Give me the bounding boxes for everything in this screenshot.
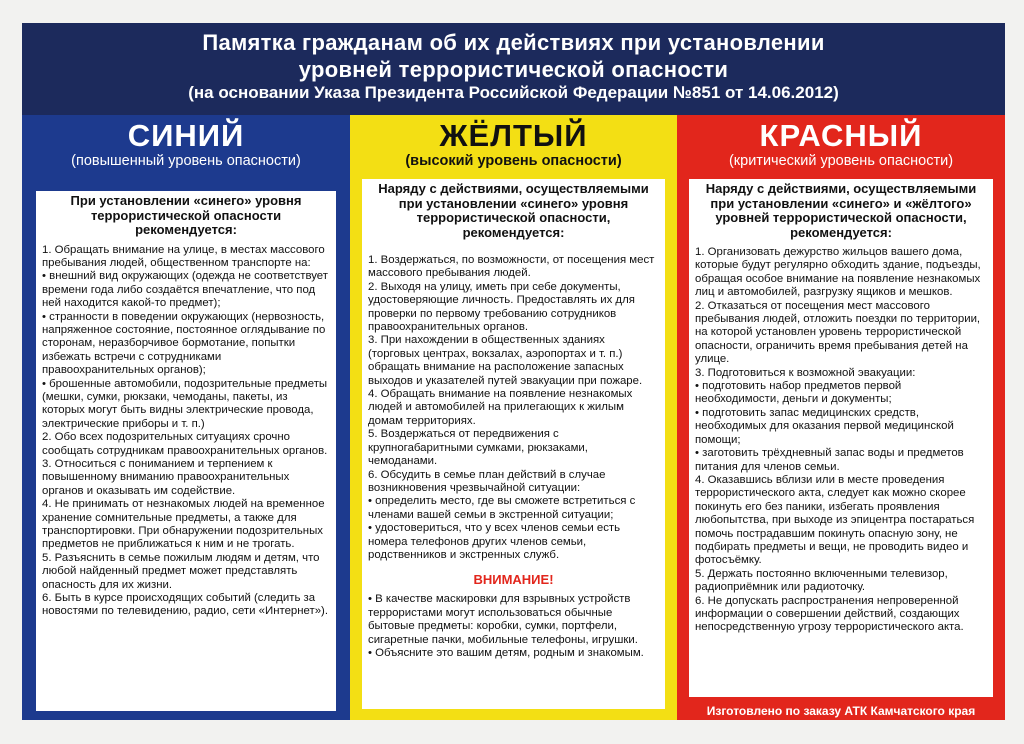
red-level-name: КРАСНЫЙ [759,118,923,153]
list-item: • внешний вид окружающих (одежда не соответствует времени года либо создаётся впечатление, что под ней находится какой-то предмет); [42,270,328,310]
list-item: 2. Обо всех подозрительных ситуациях срочно сообщать сотрудникам правоохранительных органов. [42,431,328,457]
list-item: 3. При нахождении в общественных зданиях (торговых центрах, вокзалах, аэропортах и т. п.) обращать внимание на расположение запасных выходов и указателей путей эвакуации при пожаре. [368,334,643,387]
red-level-subtitle: (критический уровень опасности) [728,153,954,169]
list-item: 4. Обращать внимание на появление незнакомых людей и автомобилей на прилегающих к жилым домам территориях. [368,388,633,427]
yellow-recommendations [362,179,665,709]
list-item: • брошенные автомобили, подозрительные предметы (мешки, сумки, рюкзаки, чемоданы, пакеты, из которых могут быть видны электрические провода, электрические приборы и т. п.) [42,377,328,430]
title-line-2: уровней террористической опасности [298,57,729,82]
yellow-level-name: ЖЁЛТЫЙ [439,118,588,153]
list-item: 2. Отказаться от посещения мест массового пребывания людей, отложить поездки по территории, на которой установлен уровень террористической опасности, ограничить время пребывания детей на улице. [695,299,981,366]
poster-header [22,23,1005,115]
list-item: • подготовить набор предметов первой необходимости, деньги и документы; [695,380,902,406]
list-item: 6. Быть в курсе происходящих событий (следить за новостями по телевидению, радио, сети «Интернет»). [42,592,329,618]
producer-credit: Изготовлено по заказу АТК Камчатского края [706,704,976,718]
list-item: 6. Обсудить в семье план действий в случае возникновения чрезвычайной ситуации: [368,468,606,494]
blue-level-subtitle: (повышенный уровень опасности) [71,153,301,169]
red-recommendations [689,179,993,697]
blue-items [42,244,330,619]
red-level-column [677,115,1005,720]
list-item: 5. Держать постоянно включенными телевизор, радиоприёмник или радиоточку. [695,567,948,594]
list-item: • заготовить трёхдневный запас воды и предметов питания для членов семьи. [695,447,964,473]
list-item: • странности в поведении окружающих (нервозность, напряженное состояние, постоянное оглядывание по сторонам, неразборчивое бормотание, попытки избежать встречи с сотрудниками правоохранительных органов); [42,310,326,377]
list-item: • определить место, где вы сможете встретиться с членами вашей семьи в экстренной ситуации; [368,495,636,521]
list-item: • В качестве маскировки для взрывных устройств террористами могут использоваться обычные бытовые предметы: коробки, сумки, портфели, сигаретные пачки, мобильные телефоны, игрушки. [368,593,638,646]
list-item: 5. Разъяснить в семье пожилым людям и детям, что любой найденный предмет может представлять опасность для их жизни. [42,551,320,591]
poster [22,23,1005,720]
list-item: • подготовить запас медицинских средств, необходимых для оказания первой медицинской помощи; [695,406,954,446]
list-item: 4. Оказавшись вблизи или в месте проведения террористического акта, следует как можно скорее покинуть его без паники, избегать проявления любопытства, при выходе из эпицентра постараться помочь пострадавшим покинуть опасную зону, не подбирать предметы и вещи, не проводить видео и фотосъёмку. [695,473,975,567]
list-item: 3. Относиться с пониманием и терпением к повышенному вниманию правоохранительных органов и оказывать им содействие. [42,458,290,497]
list-item: 3. Подготовиться к возможной эвакуации: [695,366,916,379]
list-item: 5. Воздержаться от передвижения с крупногабаритными сумками, рюкзаками, чемоданами. [368,428,588,468]
list-item: • Объясните это вашим детям, родным и знакомым. [368,646,644,659]
yellow-level-subtitle: (высокий уровень опасности) [405,153,622,169]
list-item: 1. Обращать внимание на улице, в местах массового пребывания людей, общественном транспорте на: [42,243,325,269]
yellow-level-column [350,115,677,720]
warning-items [368,593,659,660]
list-item: 4. Не принимать от незнакомых людей на временное хранение сомнительные предметы, а также для транспортировки. При обнаружении подозрительных предметов не приближаться к ним и не трогать. [42,498,325,551]
red-items [695,246,987,635]
list-item: 2. Выходя на улицу, иметь при себе документы, удостоверяющие личность. Предоставлять их для проверки по первому требованию сотрудников правоохранительных органов. [368,280,635,334]
list-item: 1. Воздержаться, по возможности, от посещения мест массового пребывания людей. [368,254,655,280]
yellow-heading: Наряду с действиями, осуществляемыми при установлении «синего» уровня террористической опасности, рекомендуется: [378,181,649,240]
blue-heading: При установлении «синего» уровня террористической опасности рекомендуется: [70,193,302,237]
title-line-1: Памятка гражданам об их действиях при установлении [202,30,825,55]
blue-recommendations [36,191,336,711]
list-item: 1. Организовать дежурство жильцов вашего дома, которые будут регулярно обходить здание, подъезды, обращая особое внимание на появление незнакомых лиц и автомобилей, разгрузку ящиков и мешков. [695,246,981,299]
blue-level-column [22,115,350,720]
red-heading: Наряду с действиями, осуществляемыми при установлении «синего» и «жёлтого» уровней террористической опасности, рекомендуется: [705,181,977,240]
blue-level-name: СИНИЙ [127,118,245,153]
yellow-items [368,254,659,562]
warning-label: ВНИМАНИЕ! [473,572,554,588]
list-item: 6. Не допускать распространения непроверенной информации о совершении действий, создающих непосредственную угрозу террористического акта. [695,594,964,634]
list-item: • удостовериться, что у всех членов семьи есть номера телефонов других членов семьи, родственников и экстренных служб. [368,522,621,561]
decree-reference: (на основании Указа Президента Российской Федерации №851 от 14.06.2012) [188,83,839,102]
